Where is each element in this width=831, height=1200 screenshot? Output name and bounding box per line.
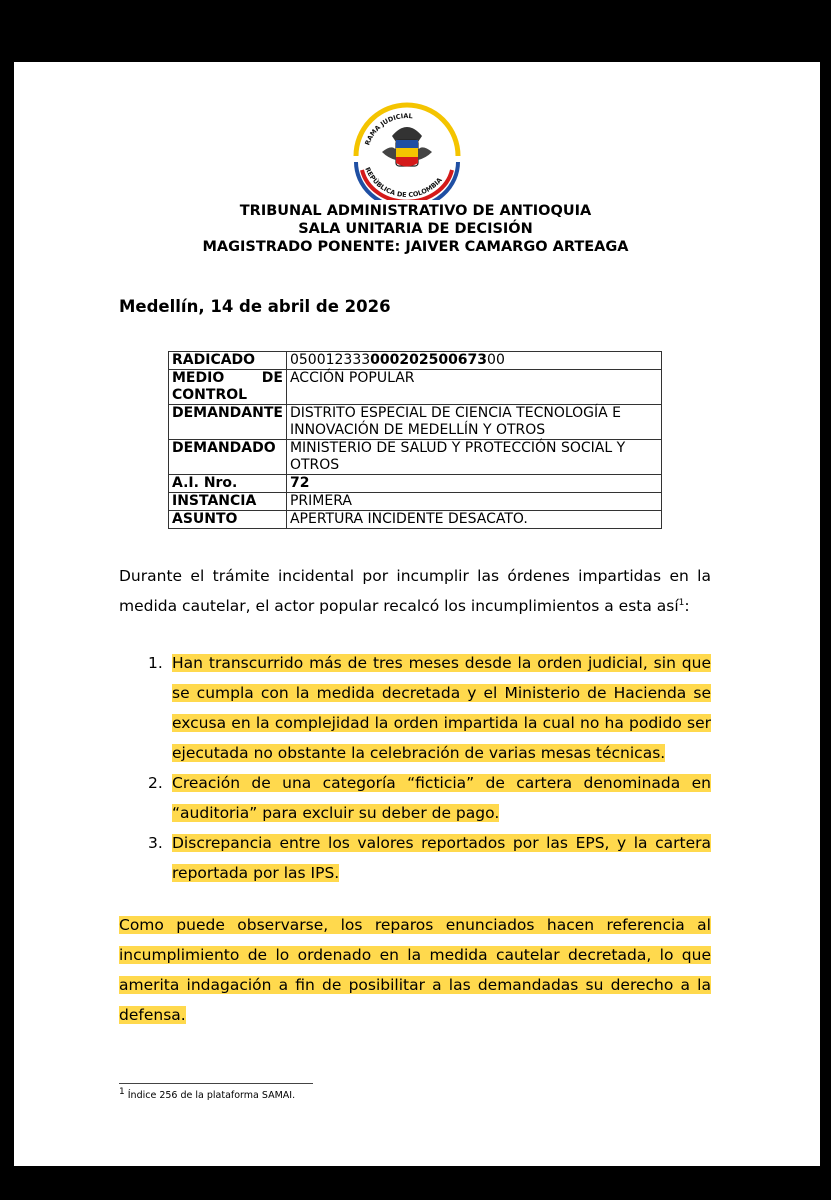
table-row	[169, 475, 662, 493]
demandante-label: DEMANDANTE	[169, 405, 287, 440]
footnote: 1 Índice 256 de la plataforma SAMAI.	[119, 1086, 296, 1101]
asunto-label: ASUNTO	[169, 511, 287, 529]
asunto-value: APERTURA INCIDENTE DESACATO.	[286, 511, 661, 529]
conclusion-paragraph: Como puede observarse, los reparos enunciados hacen referencia al incumplimiento de lo ordenado en la medida cautelar decretada, lo que amerita indagación a fin de posibilitar a las demandadas su derecho a la defensa.	[119, 916, 711, 1024]
demandado-label: DEMANDADO	[169, 440, 287, 475]
list-item-text: Discrepancia entre los valores reportados por las EPS, y la cartera reportada por las IPS.	[172, 834, 711, 882]
medio-control-label: MEDIO DE CONTROL	[169, 370, 287, 405]
ai-number-value: 72	[286, 475, 661, 493]
instancia-value: PRIMERA	[286, 493, 661, 511]
intro-paragraph: Durante el trámite incidental por incumplir las órdenes impartidas en la medida cautelar, el actor popular recalcó los incumplimientos a esta así$^1$:	[119, 567, 711, 615]
footnote-reference: 1	[678, 597, 685, 608]
radicado-label: RADICADO	[169, 352, 287, 370]
list-item: 3. Discrepancia entre los valores reportados por las EPS, y la cartera reportada por las IPS.	[148, 834, 711, 882]
seal-bottom-text: REPÚBLICA DE COLOMBIA	[363, 166, 444, 200]
medio-control-value: ACCIÓN POPULAR	[286, 370, 661, 405]
list-item: 1. Han transcurrido más de tres meses desde la orden judicial, sin que se cumpla con la medida decretada y el Ministerio de Hacienda se excusa en la complejidad la orden impartida la cual no ha podido ser ejecutada no obstante la celebración de varias mesas técnicas.	[148, 654, 711, 762]
table-row	[169, 440, 662, 475]
court-name: TRIBUNAL ADMINISTRATIVO DE ANTIOQUIA	[239, 203, 592, 219]
table-row	[169, 405, 662, 440]
document-date: Medellín, 14 de abril de 2026	[119, 297, 391, 316]
coat-of-arms-icon	[382, 127, 432, 167]
ai-number-label: A.I. Nro.	[169, 475, 287, 493]
footnote-divider	[119, 1083, 313, 1084]
table-row	[169, 352, 662, 370]
table-row	[169, 493, 662, 511]
table-row	[169, 511, 662, 529]
instancia-label: INSTANCIA	[169, 493, 287, 511]
rama-judicial-seal	[348, 100, 466, 200]
list-item-text: Creación de una categoría “ficticia” de cartera denominada en “auditoria” para excluir su deber de pago.	[172, 774, 711, 822]
seal-top-text: RAMA JUDICIAL	[363, 111, 413, 147]
demandante-value: DISTRITO ESPECIAL DE CIENCIA TECNOLOGÍA E INNOVACIÓN DE MEDELLÍN Y OTROS	[286, 405, 661, 440]
table-row	[169, 370, 662, 405]
case-info-table	[168, 351, 662, 529]
list-item: 2. Creación de una categoría “ficticia” de cartera denominada en “auditoria” para excluir su deber de pago.	[148, 774, 711, 822]
list-item-text: Han transcurrido más de tres meses desde la orden judicial, sin que se cumpla con la medida decretada y el Ministerio de Hacienda se excusa en la complejidad la orden impartida la cual no ha podido ser ejecutada no obstante la celebración de varias mesas técnicas.	[172, 654, 711, 762]
demandado-value: MINISTERIO DE SALUD Y PROTECCIÓN SOCIAL Y OTROS	[286, 440, 661, 475]
chamber-name: SALA UNITARIA DE DECISIÓN	[298, 221, 533, 237]
magistrate-name: MAGISTRADO PONENTE: JAIVER CAMARGO ARTEAGA	[202, 239, 629, 255]
complaints-list	[148, 648, 711, 888]
radicado-value: 05001233300020250067300	[286, 352, 661, 370]
